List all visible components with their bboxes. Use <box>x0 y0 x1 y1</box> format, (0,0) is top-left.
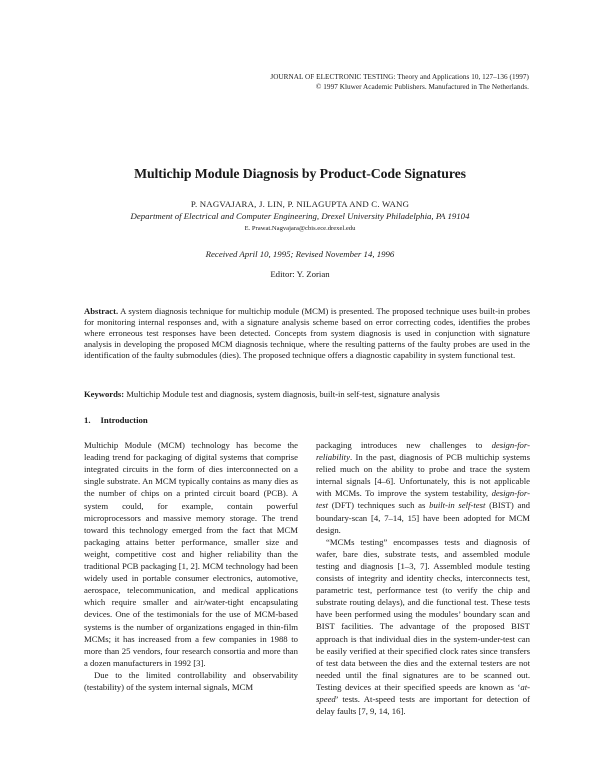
right-column <box>316 439 530 717</box>
italic-term: at-speed <box>316 681 530 704</box>
copyright-line: © 1997 Kluwer Academic Publishers. Manufactured in The Netherlands. <box>315 83 529 91</box>
paper-affiliation: Department of Electrical and Computer Engineering, Drexel University Philadelphia, PA 19104 <box>130 211 470 221</box>
editor-line: Editor: Y. Zorian <box>270 269 330 279</box>
text-run: (DFT) techniques such as <box>328 500 430 511</box>
body-paragraph: Multichip Module (MCM) technology has become the leading trend for packaging of digital systems that comprise integrated circuits in the form of dies interconnected on a single substrate. An MCM typically contains as many dies as the number of chips on a printed circuit board (PCB). A system could, for example, contain powerful microprocessors and massive memory storage. The trend toward this technology emerged from the fact that MCM packaging attains better performance, smaller size and weight, competitive cost and higher reliability than the traditional PCB packaging [1, 2]. MCM technology had been widely used in portable consumer electronics, automotive, aerospace, telecommunication, and medical applications which require smaller and air/water-tight encapsulating devices. One of the testimonials for the use of MCM-based systems is the number of organizations engaged in thin-film MCMs; it has increased from a few companies in 1988 to more than 25 vendors, four research consortia and more than a dozen manufacturers in 1992 [3]. <box>84 440 298 668</box>
text-run: ’ tests. At-speed tests are important for detection of delay faults [7, 9, 14, 16]. <box>316 693 530 717</box>
keywords-label: Keywords: <box>84 389 125 399</box>
text-run: (BIST) and boundary-scan [4, 7–14, 15] have been adopted for MCM design. <box>316 500 531 535</box>
abstract-label: Abstract. <box>84 306 119 316</box>
italic-term: design-for-test <box>316 488 530 511</box>
abstract-text: A system diagnosis technique for multichip module (MCM) is presented. The proposed technique uses built-in probes for monitoring internal responses and, with a signature analysis scheme based on error correcting codes, identifies the probes where erroneous test responses have been detected. Concepts from system diagnosis is used in conjunction with signature analysis in developing the proposed MCM diagnosis technique, where the resulting patterns of the faulty probes are used in the identification of the faulty submodules (dies). The proposed technique offers a diagnostic capability in system functional test. <box>84 306 530 361</box>
journal-citation: JOURNAL OF ELECTRONIC TESTING: Theory and Applications 10, 127–136 (1997) <box>270 73 529 81</box>
author-email: E. Prawat.Nagvajara@cbis.ece.drexel.edu <box>244 225 356 232</box>
section-number: 1. <box>84 415 91 425</box>
text-run: . In the past, diagnosis of PCB multichip systems relied much on the ability to probe and trace the system internal signals [4–6]. Unfortunately, this is not applicable with MCMs. To improve the system testability, <box>316 452 530 499</box>
journal-header <box>270 72 529 92</box>
body-paragraph <box>316 536 530 717</box>
keywords-text: Multichip Module test and diagnosis, system diagnosis, built-in self-test, signature analysis <box>126 389 440 399</box>
body-paragraph <box>316 439 530 536</box>
left-column <box>84 414 298 693</box>
italic-term: built-in self-test <box>429 500 486 511</box>
section-title: Introduction <box>100 415 148 425</box>
text-run: “MCMs testing” encompasses tests and diagnosis of wafer, bare dies, substrate tests, and assembled module testing and diagnosis [1–3, 7]. Assembled module testing consists of integrity and identity checks, interconnects test, parametric test, performance test (to verify the chip and substrate routing delays), and die functional test. These tests have been performed using the modules’ boundary scan and BIST facilities. The advantage of the proposed BIST approach is that individual dies in the system-under-test can be easily verified at their specified clock rates since transfers of test data between the dies and the external testers are not needed until the final signatures are to be scanned out. Testing devices at their specified speeds are known as ‘ <box>316 536 530 692</box>
text-run: packaging introduces new challenges to <box>316 440 492 450</box>
abstract <box>84 306 530 361</box>
keywords <box>84 389 530 400</box>
paper-title: Multichip Module Diagnosis by Product-Code Signatures <box>134 166 466 181</box>
italic-term: design-for-reliability <box>316 440 530 463</box>
paper-authors: P. NAGVAJARA, J. LIN, P. NILAGUPTA AND C. WANG <box>190 199 410 209</box>
body-paragraph: Due to the limited controllability and observability (testability) of the system internal signals, MCM <box>84 669 298 692</box>
received-dates: Received April 10, 1995; Revised November 14, 1996 <box>205 249 395 259</box>
section-heading <box>84 414 298 426</box>
